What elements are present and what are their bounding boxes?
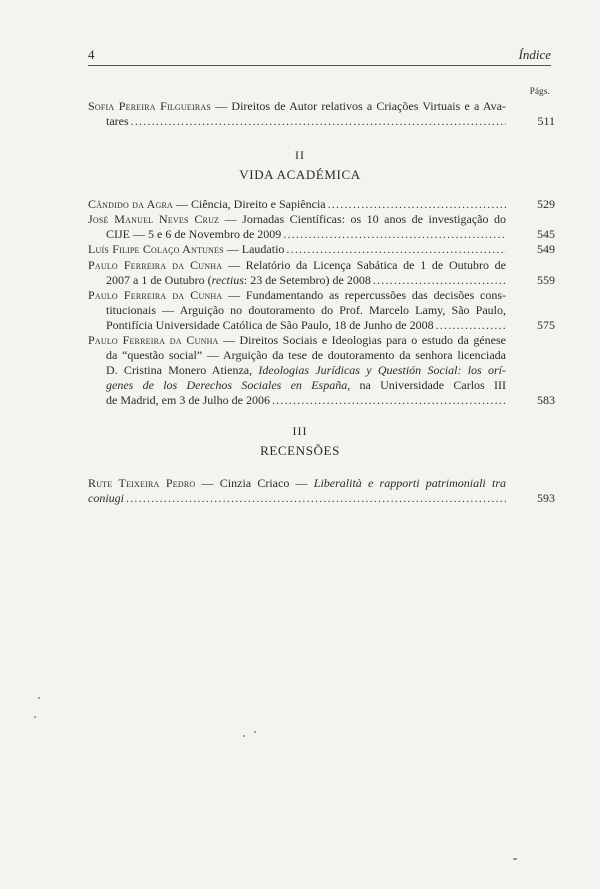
toc-title: Laudatio xyxy=(241,242,285,256)
pages-column-label: Págs. xyxy=(529,86,550,96)
toc-entry-line xyxy=(88,363,506,378)
toc-page-ref: 583 xyxy=(537,393,555,407)
scan-speck xyxy=(243,735,245,737)
toc-author: Paulo Ferreira da Cunha xyxy=(88,288,223,302)
toc-author: Luís Filipe Colaço Antunes xyxy=(88,242,224,256)
toc-entry-line xyxy=(88,491,506,506)
toc-title-italic: rectius xyxy=(211,273,244,287)
page-number: 4 xyxy=(88,47,95,62)
toc-author: Rute Teixeira Pedro xyxy=(88,476,196,490)
running-header xyxy=(88,47,551,66)
toc-title-cont: titucionais — Arguição no doutoramento do Prof. Marcelo Lamy, São Paulo, xyxy=(106,303,506,317)
toc-entry-line xyxy=(88,114,506,129)
toc-author: Paulo Ferreira da Cunha xyxy=(88,333,219,347)
dot-leader xyxy=(126,491,506,506)
toc-title-cont: , na Universidade Carlos III xyxy=(347,378,507,392)
toc-author: Sofia Pereira Filgueiras xyxy=(88,99,211,113)
dot-leader xyxy=(272,393,506,408)
toc-page-ref: 559 xyxy=(537,273,555,287)
toc-entry-line xyxy=(88,318,506,333)
toc-entry-teixeira-pedro xyxy=(88,476,555,506)
scan-speck xyxy=(513,858,517,860)
toc-entry-colaco-antunes xyxy=(88,242,555,257)
toc-entry-cunha-fundamentando xyxy=(88,288,555,333)
toc-entry-line xyxy=(88,303,506,318)
toc-entry-line: Cândido da Agra — Ciência, Direito e Sapiência ..... xyxy=(88,197,506,212)
section-number: II xyxy=(295,148,305,162)
toc-title: Relatório da Licença Sabática de 1 de Outubro de xyxy=(245,258,507,272)
toc-entry-line xyxy=(88,378,506,393)
toc-entry-agra xyxy=(88,197,555,212)
dot-leader xyxy=(131,114,506,129)
toc-entry-cunha-relatorio xyxy=(88,258,555,288)
toc-title-cont: CIJE — 5 e 6 de Novembro de 2009 xyxy=(106,227,282,241)
toc-title-cont: 2007 a 1 de Outubro ( xyxy=(106,273,212,287)
toc-page-ref: 593 xyxy=(537,491,555,505)
toc-entry-line xyxy=(88,348,506,363)
toc-title: Direitos Sociais e Ideologias para o estudo da génese xyxy=(239,333,507,347)
toc-title: Ciência, Direito e Sapiência xyxy=(191,197,326,211)
toc-title-cont: de Madrid, em 3 de Julho de 2006 xyxy=(106,393,270,407)
dot-leader xyxy=(283,227,506,242)
toc-entry-line: Luís Filipe Colaço Antunes — Laudatio ..... xyxy=(88,242,506,257)
toc-title-italic: genes de los Derechos Sociales en España xyxy=(106,378,348,392)
toc-title-cont: tares xyxy=(106,114,129,128)
toc-title-cont: da “questão social” — Arguição da tese de doutoramento da senhora licenciada xyxy=(106,348,506,362)
running-title: Índice xyxy=(518,47,551,62)
toc-entry-line: Paulo Ferreira da Cunha — Direitos Sociais e Ideologias para o estudo da génese xyxy=(88,333,507,347)
toc-page-ref: 545 xyxy=(537,227,555,241)
scan-speck xyxy=(38,697,40,699)
toc-entry-line xyxy=(88,227,506,242)
section-title: VIDA ACADÉMICA xyxy=(239,167,361,182)
toc-title: Jornadas Científicas: os 10 anos de investigação do xyxy=(242,212,506,226)
scan-speck xyxy=(34,716,36,718)
toc-entry-line xyxy=(88,273,506,288)
toc-entry-line: Sofia Pereira Filgueiras — Direitos de Autor relativos a Criações Virtuais e a Ava- xyxy=(88,99,506,113)
toc-title-cont: Pontifícia Universidade Católica de São Paulo, 18 de Junho de 2008 xyxy=(106,318,434,332)
toc-page-ref: 511 xyxy=(537,114,555,128)
dot-leader xyxy=(286,242,506,257)
toc-entry-line xyxy=(88,393,506,408)
toc-title-italic: Ideologias Jurídicas y Questión Social: los orí- xyxy=(258,363,506,377)
toc-entry-neves-cruz xyxy=(88,212,555,242)
scan-speck xyxy=(254,731,256,733)
toc-title: Cinzia Criaco — xyxy=(219,476,314,490)
section-title: RECENSÕES xyxy=(260,443,340,458)
dot-leader xyxy=(436,318,506,333)
toc-page-ref: 575 xyxy=(537,318,555,332)
toc-page-ref: 529 xyxy=(537,197,555,211)
toc-author: José Manuel Neves Cruz xyxy=(88,212,220,226)
toc-entry-cunha-direitos-sociais xyxy=(88,333,555,408)
toc-page-ref: 549 xyxy=(537,242,555,256)
dot-leader xyxy=(373,273,506,288)
toc-title-cont: D. Cristina Monero Atienza, xyxy=(106,363,259,377)
dot-leader xyxy=(328,197,506,212)
section-number: III xyxy=(292,424,308,438)
toc-title-italic: Liberalità e rapporti patrimoniali tra xyxy=(313,476,506,490)
toc-title-italic: coniugi xyxy=(88,491,124,505)
toc-title-cont: : 23 de Setembro) de 2008 xyxy=(243,273,371,287)
toc-title: Fundamentando as repercussões das decisões cons- xyxy=(245,288,507,302)
toc-entry-line: José Manuel Neves Cruz — Jornadas Científicas: os 10 anos de investigação do xyxy=(88,212,506,226)
toc-entry-line: Paulo Ferreira da Cunha — Fundamentando as repercussões das decisões cons- xyxy=(88,288,507,302)
toc-entry-line: Paulo Ferreira da Cunha — Relatório da Licença Sabática de 1 de Outubro de xyxy=(88,258,507,272)
toc-author: Cândido da Agra xyxy=(88,197,174,211)
toc-title: Direitos de Autor relativos a Criações Virtuais e a Ava- xyxy=(231,99,506,113)
toc-author: Paulo Ferreira da Cunha xyxy=(88,258,223,272)
toc-entry-filgueiras xyxy=(88,99,555,129)
toc-entry-line: Rute Teixeira Pedro — Cinzia Criaco — Liberalità e rapporti patrimoniali tra xyxy=(88,476,506,490)
